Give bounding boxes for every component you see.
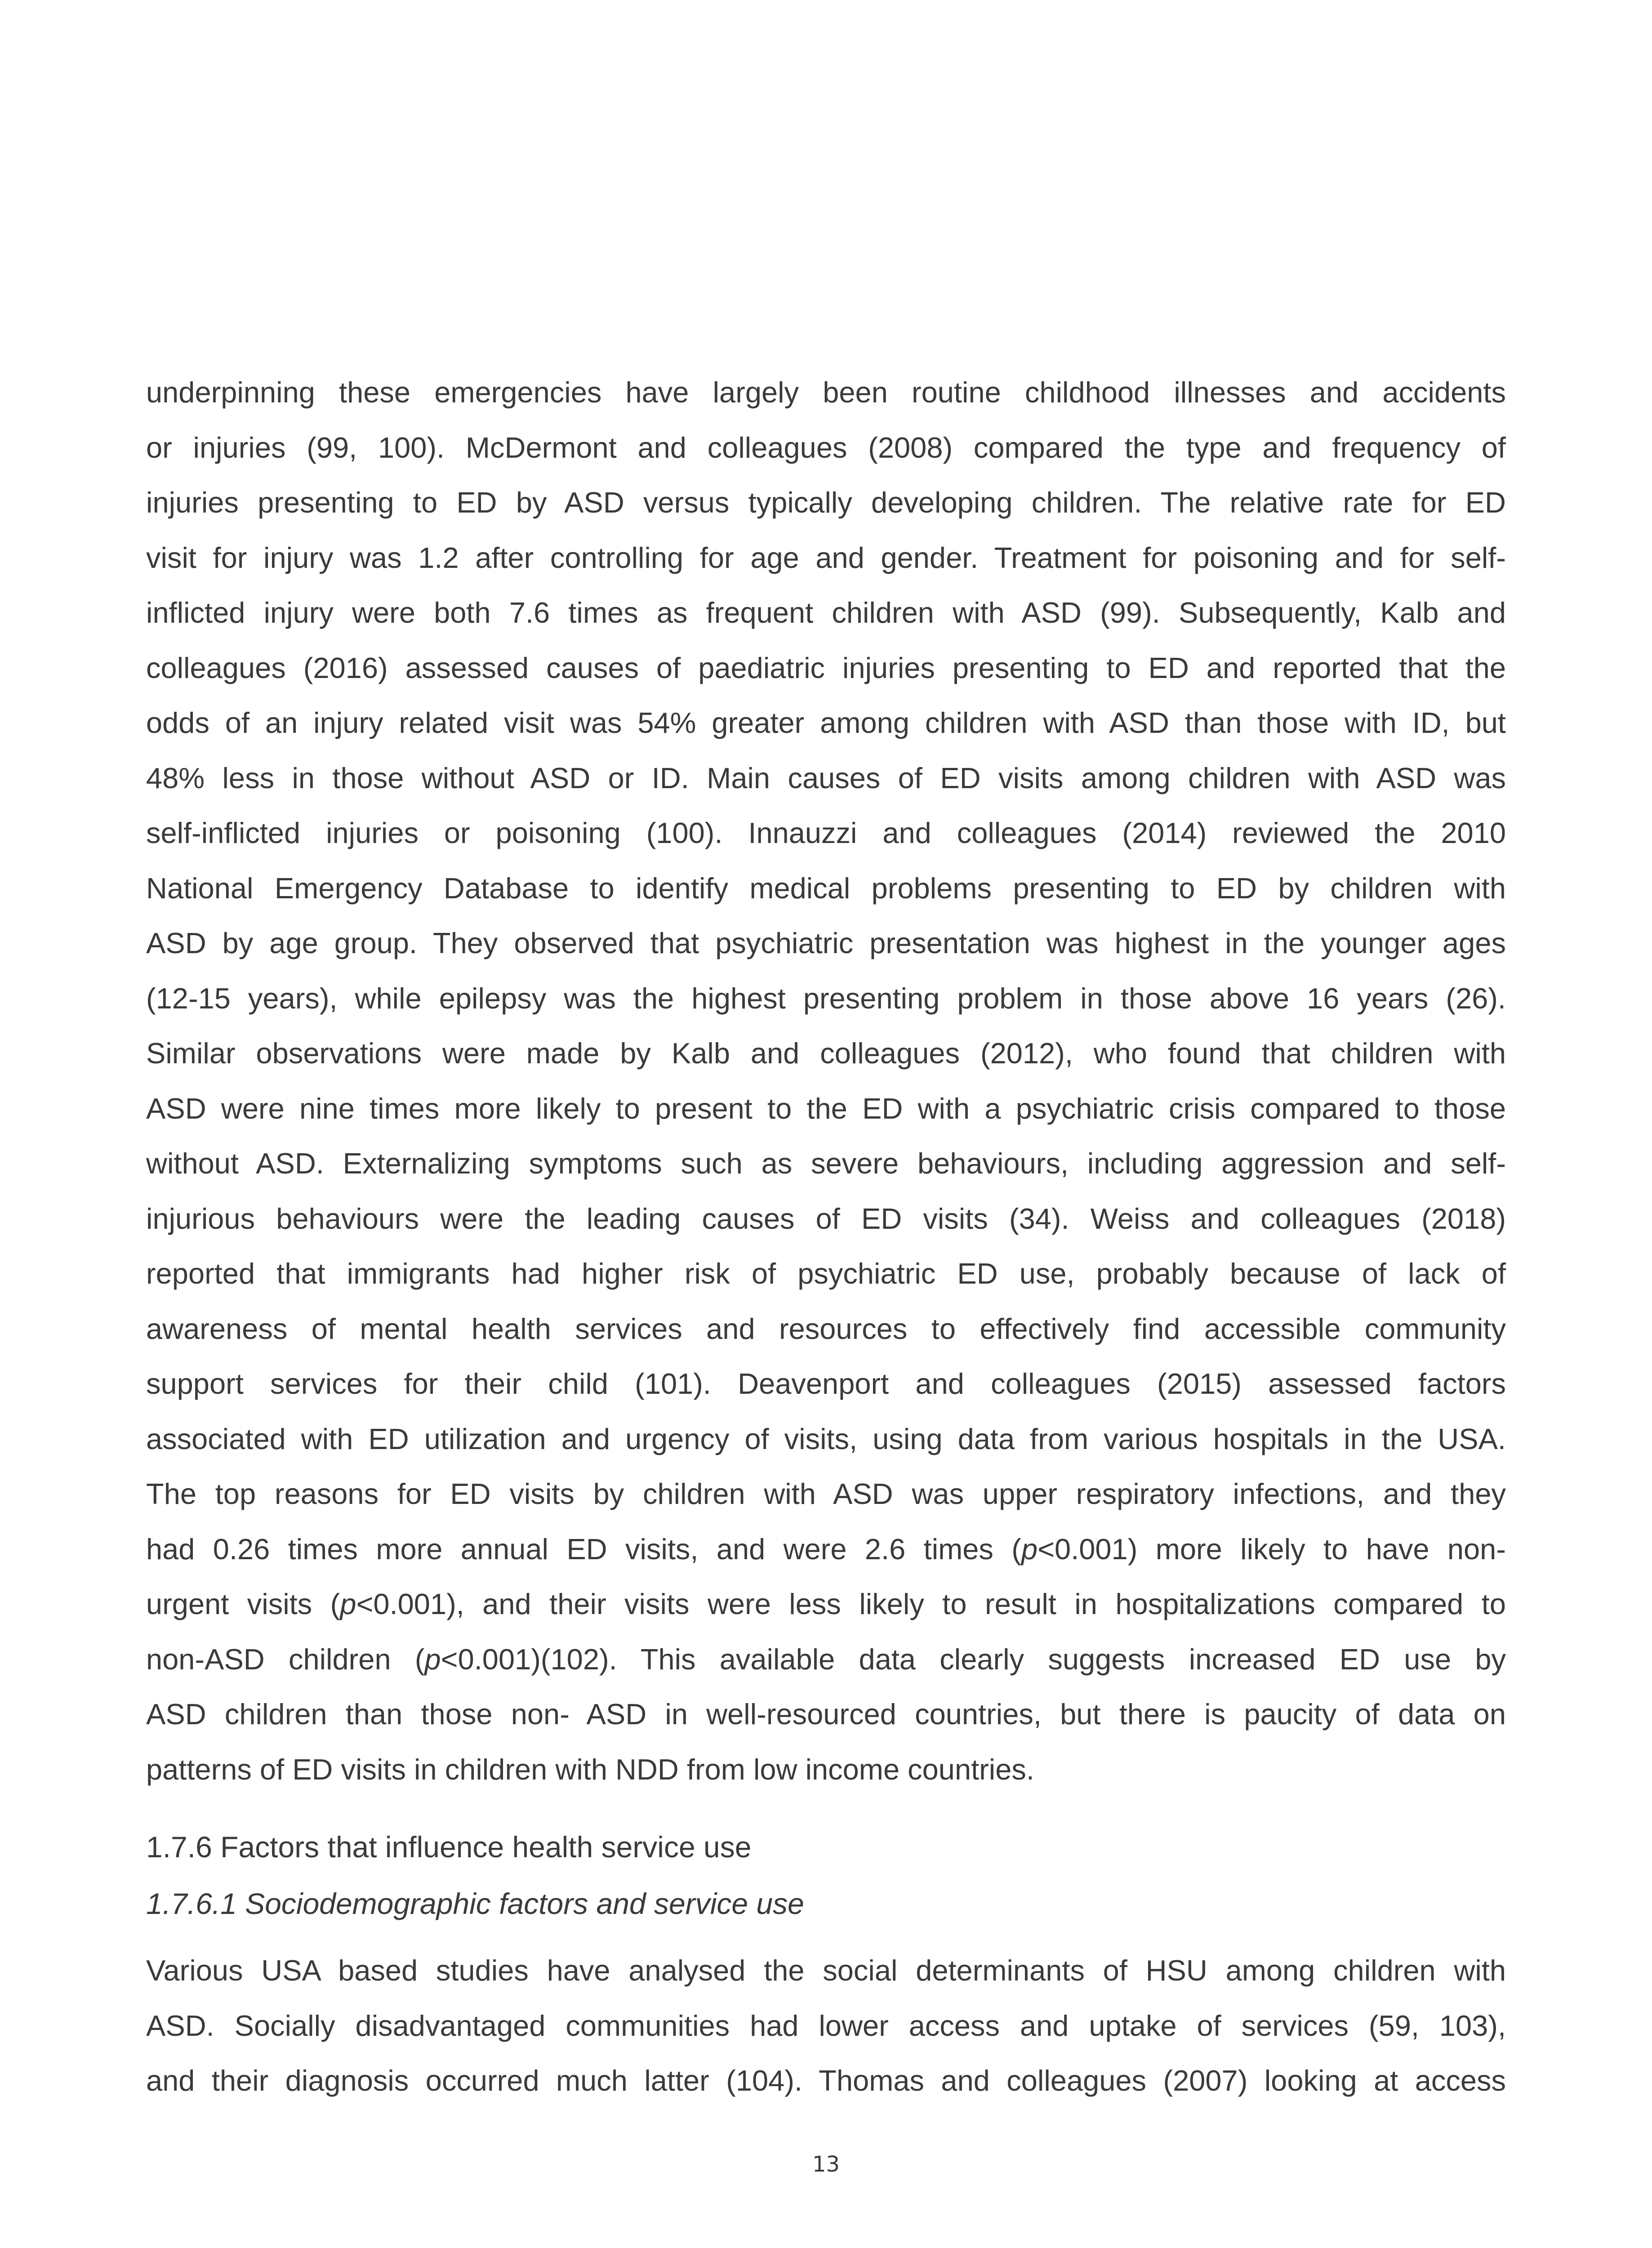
text-line: colleagues (2016) assessed causes of paediatric injuries presenting to ED and reported that the (146, 651, 1506, 684)
text-line: odds of an injury related visit was 54% greater among children with ASD than those with ID, but (146, 706, 1506, 739)
text-line: without ASD. Externalizing symptoms such as severe behaviours, including aggression and self- (146, 1147, 1506, 1180)
text-line: ASD. Socially disadvantaged communities had lower access and uptake of services (59, 103), (146, 2009, 1506, 2042)
text-line: Various USA based studies have analysed the social determinants of HSU among children with (146, 1954, 1506, 1987)
text-line: non-ASD children (p<0.001)(102). This available data clearly suggests increased ED use by (146, 1642, 1506, 1676)
text-line: The top reasons for ED visits by children with ASD was upper respiratory infections, and they (146, 1477, 1506, 1510)
text-line: awareness of mental health services and resources to effectively find accessible community (146, 1312, 1506, 1345)
text-line: visit for injury was 1.2 after controlling for age and gender. Treatment for poisoning and for self- (146, 541, 1506, 574)
subsection-heading: 1.7.6.1 Sociodemographic factors and service use (146, 1887, 804, 1920)
text-line: reported that immigrants had higher risk of psychiatric ED use, probably because of lack of (146, 1257, 1506, 1290)
text-line: (12-15 years), while epilepsy was the highest presenting problem in those above 16 years (26). (146, 981, 1506, 1015)
text-line: ASD by age group. They observed that psychiatric presentation was highest in the younger ages (146, 927, 1506, 959)
text-line: ASD were nine times more likely to present to the ED with a psychiatric crisis compared to those (146, 1092, 1506, 1125)
body-paragraph-1 (146, 365, 1506, 1797)
text-line: Similar observations were made by Kalb and colleagues (2012), who found that children with (146, 1037, 1506, 1070)
page-number: 13 (812, 2152, 840, 2177)
text-line: inflicted injury were both 7.6 times as frequent children with ASD (99). Subsequently, Kalb and (146, 596, 1506, 629)
text-line: 48% less in those without ASD or ID. Main causes of ED visits among children with ASD was (146, 761, 1506, 794)
text-line: underpinning these emergencies have largely been routine childhood illnesses and accidents (146, 376, 1506, 409)
text-line: and their diagnosis occurred much latter (104). Thomas and colleagues (2007) looking at access (146, 2064, 1506, 2097)
text-line: associated with ED utilization and urgency of visits, using data from various hospitals in the USA. (146, 1422, 1506, 1455)
text-line: self-inflicted injuries or poisoning (100). Innauzzi and colleagues (2014) reviewed the 2010 (146, 816, 1506, 849)
text-line: urgent visits (p<0.001), and their visits were less likely to result in hospitalizations compared to (146, 1588, 1506, 1620)
body-paragraph-2 (146, 1943, 1506, 2109)
text-line: patterns of ED visits in children with NDD from low income countries. (146, 1753, 1034, 1786)
text-line: had 0.26 times more annual ED visits, and were 2.6 times (p<0.001) more likely to have non- (146, 1532, 1506, 1566)
text-line: injuries presenting to ED by ASD versus typically developing children. The relative rate for ED (146, 486, 1506, 519)
section-heading: 1.7.6 Factors that influence health service use (146, 1830, 752, 1864)
text-line: ASD children than those non- ASD in well-resourced countries, but there is paucity of data on (146, 1698, 1506, 1731)
text-line: support services for their child (101). Deavenport and colleagues (2015) assessed factors (146, 1367, 1506, 1400)
text-line: or injuries (99, 100). McDermont and colleagues (2008) compared the type and frequency of (146, 431, 1506, 464)
text-line: injurious behaviours were the leading causes of ED visits (34). Weiss and colleagues (2018) (146, 1202, 1506, 1235)
text-line: National Emergency Database to identify medical problems presenting to ED by children with (146, 871, 1506, 905)
